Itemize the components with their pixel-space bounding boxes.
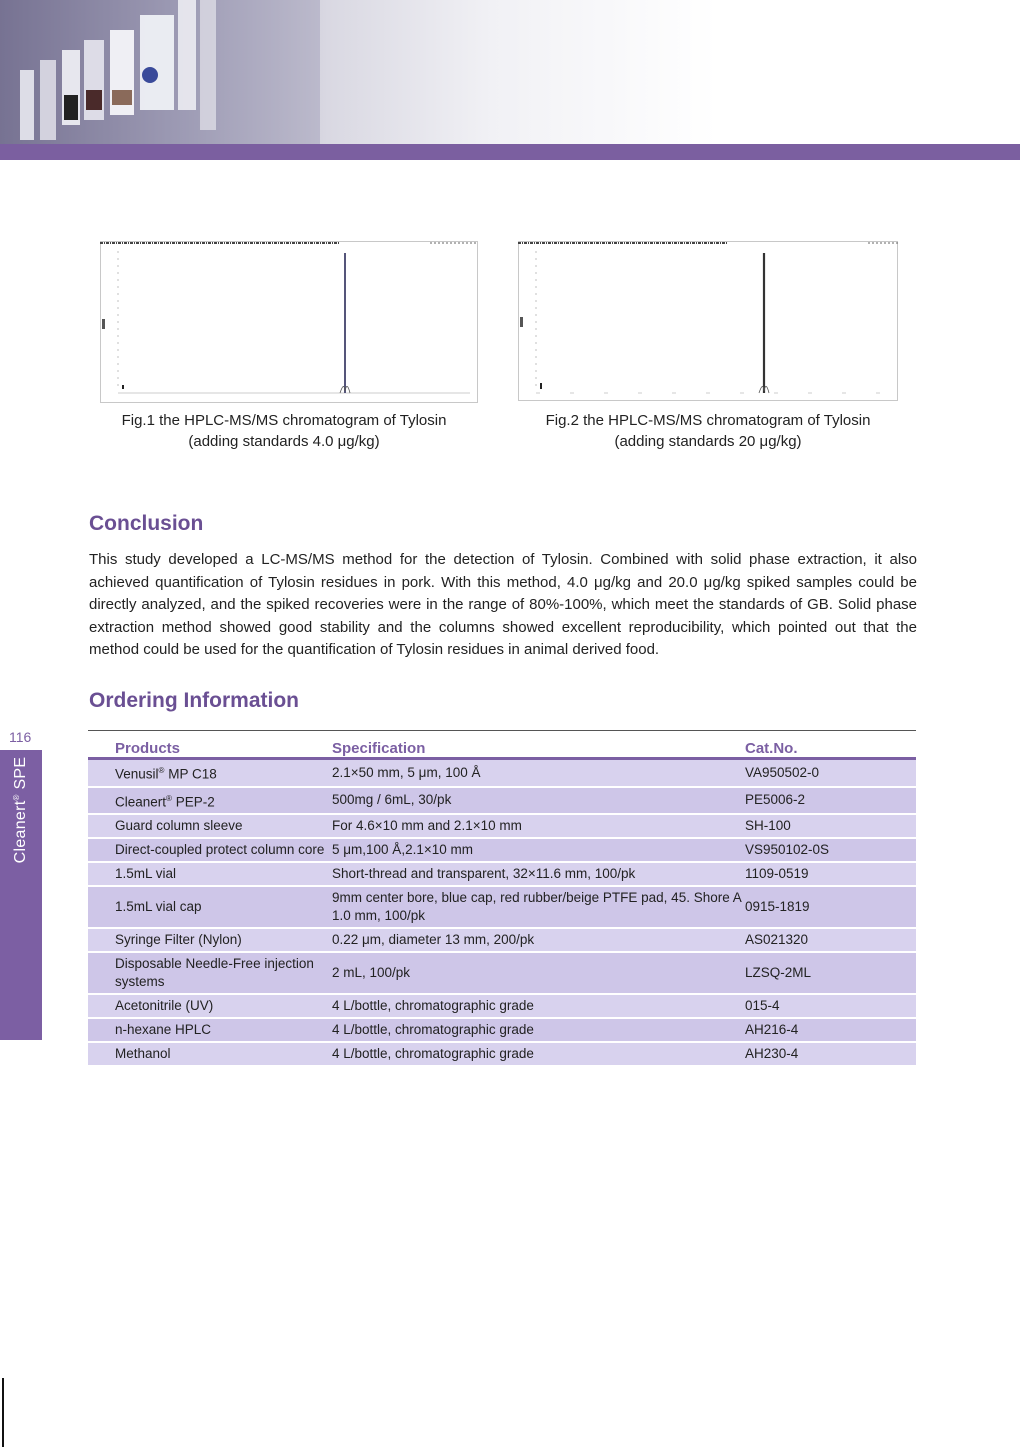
- specification-cell: 5 μm,100 Å,2.1×10 mm: [332, 838, 745, 862]
- ordering-table: [88, 730, 916, 1067]
- header-accent-bar: [0, 144, 1020, 160]
- specification-cell: Short-thread and transparent, 32×11.6 mm, 100/pk: [332, 862, 745, 886]
- figure-1-caption-line1: Fig.1 the HPLC-MS/MS chromatogram of Tylosin: [121, 412, 447, 429]
- cat-no-cell: LZSQ-2ML: [745, 952, 916, 994]
- specification-cell: 9mm center bore, blue cap, red rubber/beige PTFE pad, 45. Shore A 1.0 mm, 100/pk: [332, 886, 745, 928]
- figure-1-caption: [98, 410, 470, 452]
- page-edge-line: [2, 1378, 4, 1447]
- cat-no-cell: VS950102-0S: [745, 838, 916, 862]
- table-row: [88, 787, 916, 815]
- specification-cell: 2 mL, 100/pk: [332, 952, 745, 994]
- table-row: [88, 1018, 916, 1042]
- figure-2-caption-line2: (adding standards 20 μg/kg): [614, 433, 802, 450]
- product-cell: 1.5mL vial cap: [88, 886, 332, 928]
- cat-no-cell: AS021320: [745, 928, 916, 952]
- table-header-row: [88, 731, 916, 759]
- table-row: [88, 1042, 916, 1066]
- table-row: [88, 886, 916, 928]
- figure-2-caption-line1: Fig.2 the HPLC-MS/MS chromatogram of Tylosin: [545, 412, 871, 429]
- specification-cell: 2.1×50 mm, 5 μm, 100 Å: [332, 759, 745, 787]
- conclusion-text: This study developed a LC-MS/MS method for the detection of Tylosin. Combined with solid phase extraction, it also achieved quantification of Tylosin residues in pork. With this method, 4.0 μg/kg and 20.0 μg/kg spiked samples could be directly analyzed, and the spiked recoveries were in the range of 80%-100%, which meet the standards of GB. Solid phase extraction method showed good stability and the columns showed excellent reproducibility, which pointed out that the method could be used for the quantification of Tylosin residues in animal derived food.: [89, 551, 917, 659]
- cat-no-cell: AH216-4: [745, 1018, 916, 1042]
- page-number: 116: [9, 729, 32, 745]
- cat-no-cell: 0915-1819: [745, 886, 916, 928]
- product-cell: Acetonitrile (UV): [88, 994, 332, 1018]
- table-row: [88, 862, 916, 886]
- table-row: [88, 759, 916, 787]
- cat-no-cell: AH230-4: [745, 1042, 916, 1066]
- cat-no-cell: PE5006-2: [745, 787, 916, 815]
- figure-2-caption: [520, 410, 896, 452]
- table-row: [88, 952, 916, 994]
- side-tab-label: Cleanert® SPE: [11, 756, 30, 864]
- product-cell: n-hexane HPLC: [88, 1018, 332, 1042]
- ordering-heading: Ordering Information: [89, 689, 299, 712]
- figure-1-chromatogram: [100, 241, 478, 403]
- specification-cell: 0.22 μm, diameter 13 mm, 200/pk: [332, 928, 745, 952]
- cat-no-cell: 1109-0519: [745, 862, 916, 886]
- table-row: [88, 838, 916, 862]
- spe-cartridge-photo: [0, 0, 320, 145]
- specification-cell: 4 L/bottle, chromatographic grade: [332, 1042, 745, 1066]
- table-row: [88, 814, 916, 838]
- product-cell: Direct-coupled protect column core: [88, 838, 332, 862]
- product-cell: Cleanert® PEP-2: [88, 787, 332, 815]
- cat-no-cell: 015-4: [745, 994, 916, 1018]
- product-cell: Venusil® MP C18: [88, 759, 332, 787]
- column-header-cat-no: Cat.No.: [745, 731, 916, 759]
- cat-no-cell: VA950502-0: [745, 759, 916, 787]
- figure-2-chromatogram: [518, 241, 898, 401]
- product-cell: 1.5mL vial: [88, 862, 332, 886]
- column-header-specification: Specification: [332, 731, 745, 759]
- specification-cell: For 4.6×10 mm and 2.1×10 mm: [332, 814, 745, 838]
- column-header-products: Products: [88, 731, 332, 759]
- figure-1-caption-line2: (adding standards 4.0 μg/kg): [188, 433, 380, 450]
- conclusion-heading: Conclusion: [89, 512, 204, 535]
- product-cell: Methanol: [88, 1042, 332, 1066]
- header-banner: [0, 0, 1024, 145]
- product-cell: Guard column sleeve: [88, 814, 332, 838]
- table-row: [88, 994, 916, 1018]
- specification-cell: 4 L/bottle, chromatographic grade: [332, 1018, 745, 1042]
- product-cell: Syringe Filter (Nylon): [88, 928, 332, 952]
- product-cell: Disposable Needle-Free injection systems: [88, 952, 332, 994]
- specification-cell: 500mg / 6mL, 30/pk: [332, 787, 745, 815]
- cat-no-cell: SH-100: [745, 814, 916, 838]
- table-row: [88, 928, 916, 952]
- specification-cell: 4 L/bottle, chromatographic grade: [332, 994, 745, 1018]
